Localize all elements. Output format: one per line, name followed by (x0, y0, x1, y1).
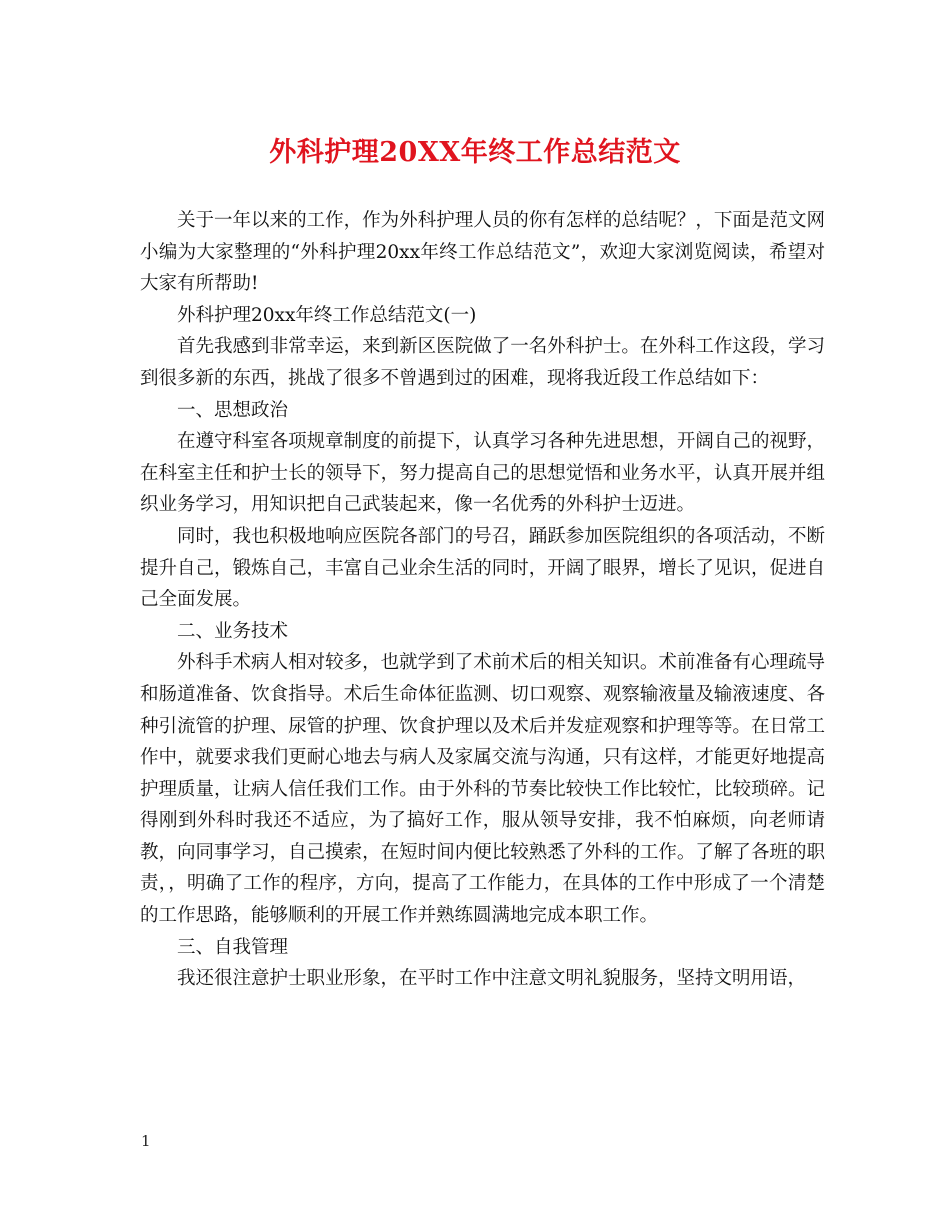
document-body (140, 205, 825, 995)
section-heading-politics: 一、思想政治 (177, 399, 289, 421)
section-heading-skills: 二、业务技术 (177, 620, 289, 642)
page-number: 1 (141, 1132, 151, 1150)
politics-paragraph-2: 同时，我也积极地响应医院各部门的号召，踊跃参加医院组织的各项活动，不断提升自己，锻炼自己，丰富自己业余生活的同时，开阔了眼界，增长了见识，促进自己全面发展。 (140, 525, 825, 611)
intro-paragraph: 关于一年以来的工作，作为外科护理人员的你有怎样的总结呢？，下面是范文网小编为大家整理的“外科护理20xx年终工作总结范文”，欢迎大家浏览阅读，希望对大家有所帮助! (140, 210, 825, 295)
skills-paragraph: 外科手术病人相对较多，也就学到了术前术后的相关知识。术前准备有心理疏导和肠道准备、饮食指导。术后生命体征监测、切口观察、观察输液量及输液速度、各种引流管的护理、尿管的护理、饮食护理以及术后并发症观察和护理等等。在日常工作中，就要求我们更耐心地去与病人及家属交流与沟通，只有这样，才能更好地提高护理质量，让病人信任我们工作。由于外科的节奏比较快工作比较忙，比较琐碎。记得刚到外科时我还不适应，为了搞好工作，服从领导安排，我不怕麻烦，向老师请教，向同事学习，自己摸索，在短时间内便比较熟悉了外科的工作。了解了各班的职责，，明确了工作的程序，方向，提高了工作能力，在具体的工作中形成了一个清楚的工作思路，能够顺利的开展工作并熟练圆满地完成本职工作。 (140, 652, 825, 927)
self-management-paragraph: 我还很注意护士职业形象，在平时工作中注意文明礼貌服务，坚持文明用语， (177, 968, 807, 990)
subtitle-heading: 外科护理20xx年终工作总结范文(一) (177, 304, 477, 326)
section-heading-self-management: 三、自我管理 (177, 936, 289, 958)
opening-paragraph: 首先我感到非常幸运，来到新区医院做了一名外科护士。在外科工作这段，学习到很多新的东西，挑战了很多不曾遇到过的困难，现将我近段工作总结如下： (140, 336, 825, 389)
politics-paragraph-1: 在遵守科室各项规章制度的前提下，认真学习各种先进思想，开阔自己的视野，在科室主任和护士长的领导下，努力提高自己的思想觉悟和业务水平，认真开展并组织业务学习，用知识把自己武装起来，像一名优秀的外科护士迈进。 (140, 431, 825, 516)
document-title: 外科护理20XX年终工作总结范文 (269, 137, 681, 168)
